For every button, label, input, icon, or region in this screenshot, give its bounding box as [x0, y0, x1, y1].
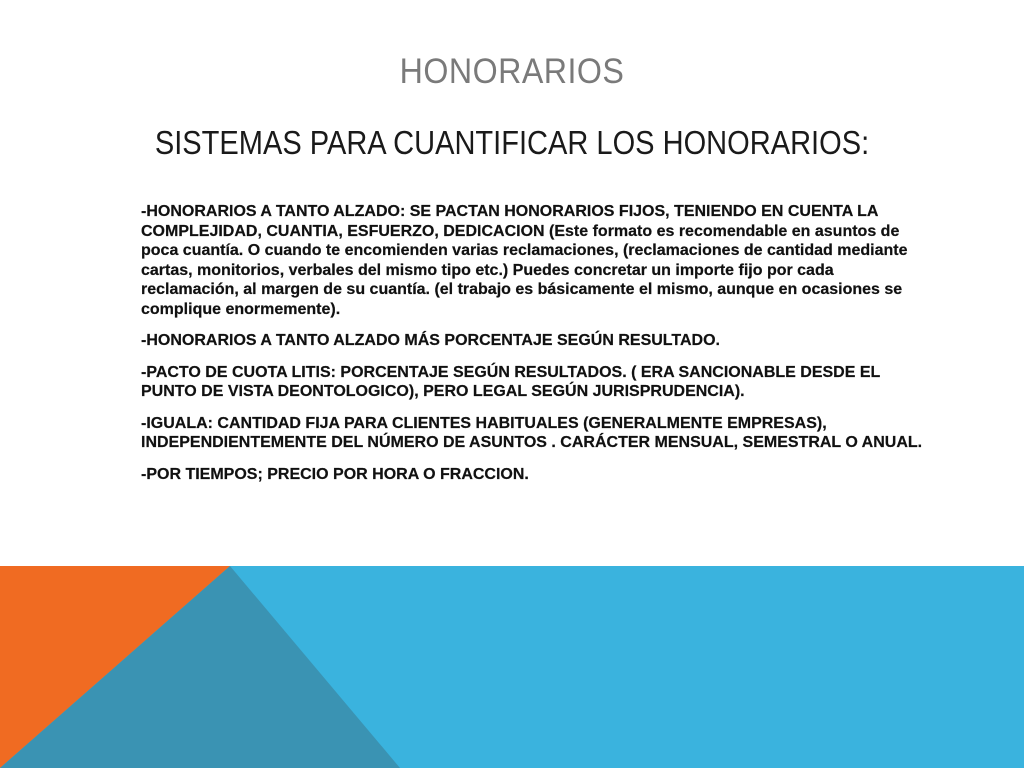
slide-subtitle: SISTEMAS PARA CUANTIFICAR LOS HONORARIOS: — [154, 124, 870, 161]
paragraph-tanto-alzado: -HONORARIOS A TANTO ALZADO: SE PACTAN HONORARIOS FIJOS, TENIENDO EN CUENTA LA COMPLEJIDAD, CUANTIA, ESFUERZO, DEDICACION (Este formato es recomendable en asuntos de poca cuantía. O cuando te encomienden varias reclamaciones, (reclamaciones de cantidad mediante cartas, monitorios, verbales del mismo tipo etc.) Puedes concretar un importe fijo por cada reclamación, al margen de su cuantía. (el trabajo es básicamente el mismo, aunque en ocasiones se complique enormemente). — [141, 203, 908, 318]
slide-title: HONORARIOS — [399, 52, 625, 91]
paragraph-por-tiempos: -POR TIEMPOS; PRECIO POR HORA O FRACCION. — [141, 465, 529, 483]
paragraph-iguala: -IGUALA: CANTIDAD FIJA PARA CLIENTES HABITUALES (GENERALMENTE EMPRESAS), INDEPENDIENTEMENTE DEL NÚMERO DE ASUNTOS . CARÁCTER MENSUAL, SEMESTRAL O ANUAL. — [141, 414, 923, 451]
body-text — [141, 202, 931, 496]
paragraph-cuota-litis: -PACTO DE CUOTA LITIS: PORCENTAJE SEGÚN RESULTADOS. ( ERA SANCIONABLE DESDE EL PUNTO DE VISTA DEONTOLOGICO), PERO LEGAL SEGÚN JURISPRUDENCIA). — [141, 363, 881, 400]
decorative-color-band — [0, 566, 1024, 768]
paragraph-tanto-alzado-porcentaje: -HONORARIOS A TANTO ALZADO MÁS PORCENTAJE SEGÚN RESULTADO. — [141, 332, 720, 349]
